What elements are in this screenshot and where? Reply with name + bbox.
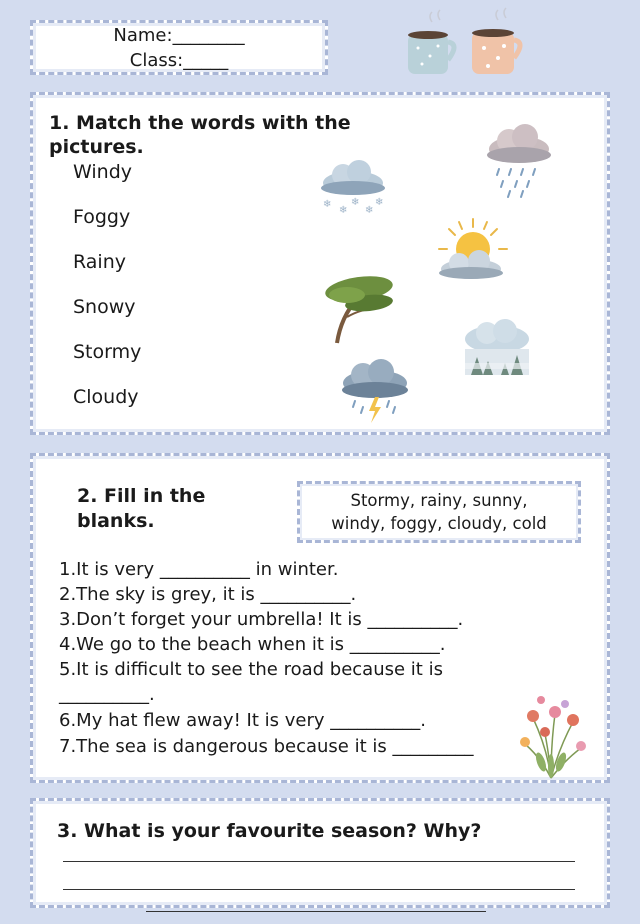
sentence-5-continued: __________. — [59, 684, 155, 705]
sun-cloud-icon — [435, 217, 511, 283]
flowers-icon — [515, 692, 587, 780]
sentence-3: 3.Don’t forget your umbrella! It is __________. — [59, 609, 464, 630]
svg-text:❄: ❄ — [339, 205, 348, 216]
section3-heading: 3. What is your favourite season? Why? — [57, 820, 482, 842]
word-cloudy: Cloudy — [73, 386, 139, 408]
word-bank-line2: windy, foggy, cloudy, cold — [331, 514, 547, 533]
favourite-season-section — [30, 798, 610, 908]
sentence-5: 5.It is difficult to see the road because it is — [59, 659, 443, 680]
word-windy: Windy — [73, 161, 132, 183]
word-snowy: Snowy — [73, 296, 136, 318]
sentence-2: 2.The sky is grey, it is __________. — [59, 584, 357, 605]
sentence-7: 7.The sea is dangerous because it is _________ — [59, 736, 474, 757]
word-stormy: Stormy — [73, 341, 142, 363]
section1-heading-line1: 1. Match the words with the — [49, 112, 351, 134]
sentence-4: 4.We go to the beach when it is __________. — [59, 634, 446, 655]
answer-line-3[interactable] — [146, 911, 486, 912]
sentence-1: 1.It is very __________ in winter. — [59, 559, 339, 580]
name-field-label: Name:________ — [113, 25, 245, 46]
name-class-box — [30, 20, 328, 75]
mugs-icon — [400, 8, 530, 80]
word-foggy: Foggy — [73, 206, 131, 228]
svg-text:❄: ❄ — [351, 197, 360, 208]
answer-line-1[interactable] — [63, 861, 575, 862]
sentence-6: 6.My hat flew away! It is very __________. — [59, 710, 426, 731]
foggy-landscape-icon — [461, 321, 533, 379]
svg-text:❄: ❄ — [375, 197, 384, 208]
class-field-label: Class:_____ — [129, 50, 229, 71]
svg-text:❄: ❄ — [365, 205, 374, 216]
word-rainy: Rainy — [73, 251, 126, 273]
word-bank-line1: Stormy, rainy, sunny, — [350, 491, 528, 510]
svg-text:❄: ❄ — [323, 199, 332, 210]
storm-cloud-icon — [339, 361, 411, 427]
windy-tree-icon — [317, 267, 397, 347]
answer-line-2[interactable] — [63, 889, 575, 890]
section2-heading-line2: blanks. — [77, 510, 155, 532]
fill-blanks-section — [30, 453, 610, 783]
snow-cloud-icon — [319, 161, 387, 221]
rain-cloud-icon — [483, 125, 555, 200]
section2-heading-line1: 2. Fill in the — [77, 485, 206, 507]
match-section — [30, 92, 610, 435]
section1-heading-line2: pictures. — [49, 136, 144, 158]
word-bank — [297, 481, 581, 543]
